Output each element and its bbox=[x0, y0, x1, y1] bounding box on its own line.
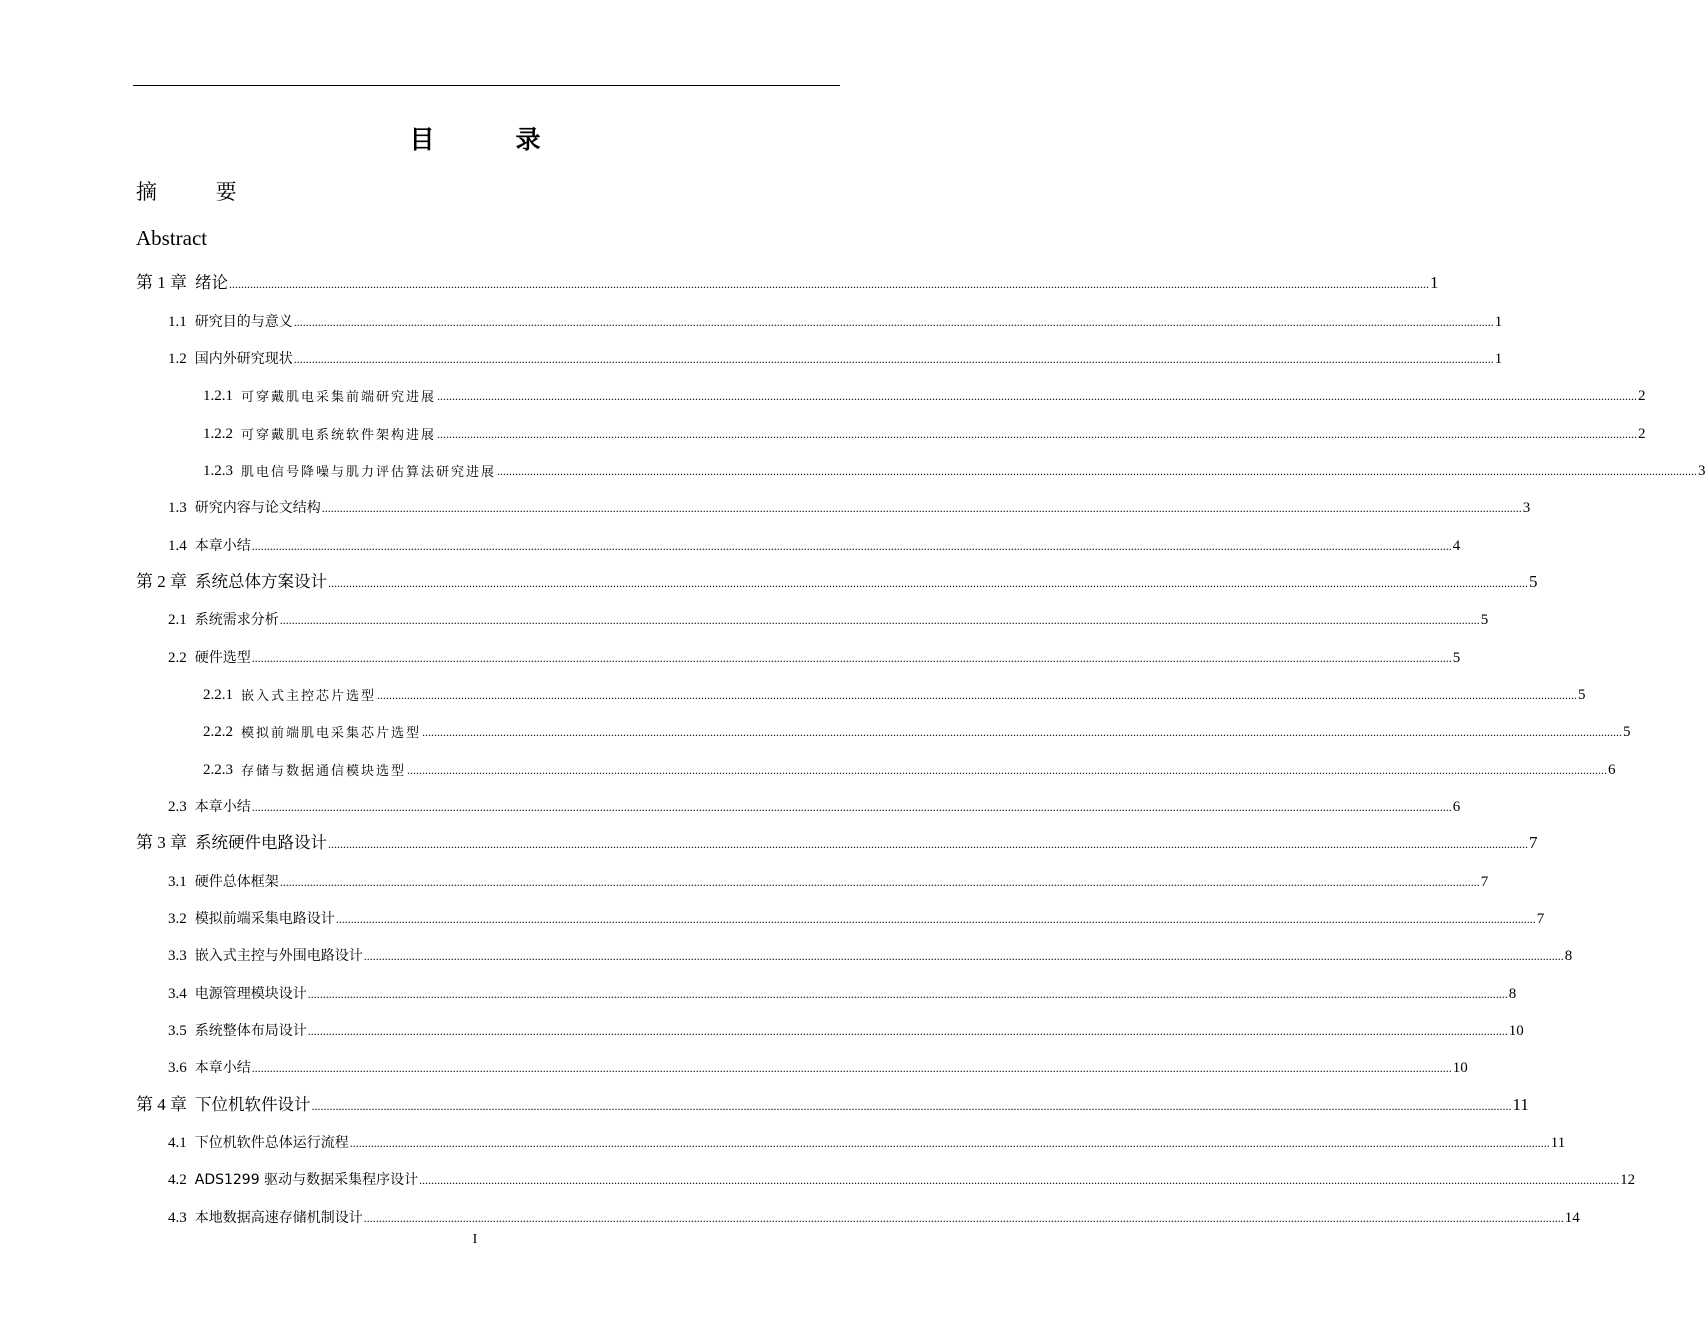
toc-entry-level2[interactable] bbox=[168, 643, 1461, 667]
toc-entry-page: 1 bbox=[1494, 314, 1503, 330]
toc-leader-dots: ................................................................................................................................................................................................................................................................................................................................................................................................................ bbox=[279, 613, 1480, 627]
toc-entry-label bbox=[168, 311, 293, 331]
toc-entry-number: 3.5 bbox=[168, 1023, 187, 1039]
toc-entry-title: 系统需求分析 bbox=[194, 612, 279, 628]
toc-entry-number: 1.2.3 bbox=[203, 463, 233, 479]
toc-entry-level2[interactable] bbox=[168, 867, 1489, 891]
toc-entry-title: 硬件总体框架 bbox=[194, 874, 279, 890]
toc-entry-label bbox=[136, 268, 228, 293]
toc-entry-number: 2.3 bbox=[168, 799, 187, 815]
toc-entry-page: 6 bbox=[1452, 799, 1461, 815]
toc-entry-label bbox=[168, 983, 307, 1003]
toc-entry-page: 1 bbox=[1494, 351, 1503, 367]
toc-entry-level3[interactable] bbox=[203, 456, 1706, 480]
toc-entry-title: 可穿戴肌电系统软件架构进展 bbox=[241, 428, 437, 443]
toc-entry-label bbox=[168, 945, 363, 965]
toc-entry-page: 5 bbox=[1452, 650, 1461, 666]
toc-entry-title: 模拟前端肌电采集芯片选型 bbox=[241, 726, 422, 741]
toc-entry-label bbox=[168, 1057, 251, 1077]
toc-entry-page: 6 bbox=[1608, 762, 1616, 778]
toc-entry-title: 嵌入式主控与外围电路设计 bbox=[194, 948, 363, 964]
toc-entry-level3[interactable] bbox=[203, 419, 1646, 443]
toc-entry-title: 研究目的与意义 bbox=[194, 314, 293, 330]
toc-entry-level2[interactable] bbox=[168, 904, 1545, 928]
toc-leader-dots: ................................................................................................................................................................................................................................................................................................................................................................................................................ bbox=[293, 352, 1494, 366]
toc-entry-number: 2.2.1 bbox=[203, 687, 233, 703]
toc-leader-dots: ................................................................................................................................................................................................................................................................................................................................................................................................................ bbox=[407, 763, 1608, 777]
toc-leader-dots: ................................................................................................................................................................................................................................................................................................................................................................................................................ bbox=[279, 875, 1480, 889]
toc-entry-number: 4.1 bbox=[168, 1135, 187, 1151]
toc-entry-title: 可穿戴肌电采集前端研究进展 bbox=[241, 390, 437, 405]
toc-entry-level3[interactable] bbox=[203, 717, 1631, 741]
toc-entry-label bbox=[203, 424, 436, 443]
toc-entry-level2[interactable] bbox=[168, 307, 1503, 331]
toc-entry-number: 1.2.1 bbox=[203, 388, 233, 404]
toc-entry-number: 1.2.2 bbox=[203, 426, 233, 442]
toc-abstract-en[interactable]: Abstract bbox=[136, 226, 208, 250]
toc-entry-page: 4 bbox=[1452, 538, 1461, 554]
toc-entry-level3[interactable] bbox=[203, 680, 1586, 704]
toc-leader-dots: ................................................................................................................................................................................................................................................................................................................................................................................................................ bbox=[363, 949, 1564, 963]
toc-leader-dots: ................................................................................................................................................................................................................................................................................................................................................................................................................ bbox=[293, 315, 1494, 329]
toc-entry-title: 存储与数据通信模块选型 bbox=[241, 764, 407, 779]
toc-entry-title: 本地数据高速存储机制设计 bbox=[194, 1210, 363, 1226]
toc-leader-dots: ................................................................................................................................................................................................................................................................................................................................................................................................................ bbox=[307, 1024, 1508, 1038]
toc-entry-number: 3.4 bbox=[168, 986, 187, 1002]
toc-entry-level1[interactable] bbox=[136, 568, 1538, 592]
toc-entry-number: 3.2 bbox=[168, 911, 187, 927]
toc-entry-page: 7 bbox=[1480, 874, 1489, 890]
toc-entry-level1[interactable] bbox=[136, 1091, 1529, 1115]
toc-entry-number: 1.2 bbox=[168, 351, 187, 367]
toc-leader-dots: ................................................................................................................................................................................................................................................................................................................................................................................................................ bbox=[377, 688, 1578, 702]
toc-entry-number: 2.2.2 bbox=[203, 724, 233, 740]
toc-entry-label bbox=[203, 685, 376, 704]
toc-entry-label bbox=[136, 828, 327, 853]
toc-entry-title: 本章小结 bbox=[194, 799, 251, 815]
toc-leader-dots: ................................................................................................................................................................................................................................................................................................................................................................................................................ bbox=[349, 1136, 1550, 1150]
toc-leader-dots: ................................................................................................................................................................................................................................................................................................................................................................................................................ bbox=[321, 501, 1522, 515]
toc-leader-dots: ................................................................................................................................................................................................................................................................................................................................................................................................................ bbox=[251, 651, 1452, 665]
toc-entry-page: 14 bbox=[1564, 1210, 1580, 1226]
toc-entry-level2[interactable] bbox=[168, 605, 1489, 629]
toc-entry-number: 3.6 bbox=[168, 1060, 187, 1076]
toc-leader-dots: ................................................................................................................................................................................................................................................................................................................................................................................................................ bbox=[363, 1211, 1564, 1225]
toc-entry-page: 10 bbox=[1508, 1023, 1524, 1039]
toc-entry-label bbox=[168, 871, 279, 891]
header-rule bbox=[133, 85, 840, 86]
toc-entry-label bbox=[168, 609, 279, 629]
toc-entry-level2[interactable] bbox=[168, 531, 1461, 555]
toc-entry-number: 4.3 bbox=[168, 1210, 187, 1226]
toc-entry-label bbox=[168, 1169, 418, 1189]
toc-leader-dots: ................................................................................................................................................................................................................................................................................................................................................................................................................ bbox=[328, 576, 1528, 590]
toc-entry-title: 嵌入式主控芯片选型 bbox=[241, 689, 377, 704]
toc-entry-level2[interactable] bbox=[168, 941, 1573, 965]
toc-entry-page: 8 bbox=[1508, 986, 1517, 1002]
toc-entry-page: 5 bbox=[1480, 612, 1489, 628]
toc-abstract-zh[interactable]: 摘 要 bbox=[136, 180, 263, 204]
toc-entry-label bbox=[203, 386, 436, 405]
toc-entry-label bbox=[203, 461, 496, 480]
toc-entry-page: 5 bbox=[1529, 572, 1538, 591]
toc-leader-dots: ................................................................................................................................................................................................................................................................................................................................................................................................................ bbox=[437, 389, 1638, 403]
toc-entry-number: 2.2.3 bbox=[203, 762, 233, 778]
toc-entry-number: 第 4 章 bbox=[136, 1095, 187, 1114]
toc-entry-label bbox=[168, 647, 251, 667]
toc-entry-label bbox=[136, 567, 327, 592]
toc-entry-page: 11 bbox=[1512, 1095, 1529, 1114]
toc-entry-title: 模拟前端采集电路设计 bbox=[194, 911, 335, 927]
toc-entry-label bbox=[168, 348, 293, 368]
toc-entry-page: 12 bbox=[1620, 1172, 1636, 1188]
toc-entry-level2[interactable] bbox=[168, 493, 1531, 517]
toc-entry-level2[interactable] bbox=[168, 1203, 1580, 1227]
toc-entry-number: 3.3 bbox=[168, 948, 187, 964]
toc-entry-label bbox=[136, 1090, 311, 1115]
toc-entry-label bbox=[203, 760, 406, 779]
toc-entry-page: 11 bbox=[1550, 1135, 1566, 1151]
toc-leader-dots: ................................................................................................................................................................................................................................................................................................................................................................................................................ bbox=[422, 725, 1623, 739]
toc-entry-number: 第 2 章 bbox=[136, 572, 187, 591]
toc-leader-dots: ................................................................................................................................................................................................................................................................................................................................................................................................................ bbox=[251, 800, 1452, 814]
toc-entry-level2[interactable] bbox=[168, 1016, 1524, 1040]
toc-entry-label bbox=[168, 1132, 349, 1152]
toc-entry-title: 系统整体布局设计 bbox=[194, 1023, 307, 1039]
toc-entry-label bbox=[168, 1207, 363, 1227]
toc-entry-level3[interactable] bbox=[203, 381, 1646, 405]
page-number: I bbox=[472, 1232, 478, 1247]
toc-entry-number: 第 1 章 bbox=[136, 273, 187, 292]
toc-entry-page: 7 bbox=[1529, 833, 1538, 852]
toc-leader-dots: ................................................................................................................................................................................................................................................................................................................................................................................................................ bbox=[229, 277, 1429, 291]
toc-entry-title: 绪论 bbox=[195, 273, 228, 292]
toc-entry-title: 本章小结 bbox=[194, 538, 251, 554]
toc-entry-title: ADS1299 驱动与数据采集程序设计 bbox=[194, 1172, 419, 1188]
toc-entry-level2[interactable] bbox=[168, 344, 1503, 368]
toc-entry-level1[interactable] bbox=[136, 829, 1538, 853]
toc-entry-number: 1.1 bbox=[168, 314, 187, 330]
toc-entry-page: 1 bbox=[1430, 273, 1439, 292]
toc-entry-title: 肌电信号降噪与肌力评估算法研究进展 bbox=[241, 465, 497, 480]
toc-entry-title: 研究内容与论文结构 bbox=[194, 500, 321, 516]
toc-title: 目 录 bbox=[409, 125, 569, 154]
toc-leader-dots: ................................................................................................................................................................................................................................................................................................................................................................................................................ bbox=[311, 1099, 1512, 1113]
toc-entry-number: 2.1 bbox=[168, 612, 187, 628]
toc-entry-level2[interactable] bbox=[168, 792, 1461, 816]
toc-entry-page: 3 bbox=[1522, 500, 1531, 516]
toc-leader-dots: ................................................................................................................................................................................................................................................................................................................................................................................................................ bbox=[419, 1173, 1620, 1187]
toc-entry-title: 硬件选型 bbox=[194, 650, 251, 666]
toc-entry-title: 系统硬件电路设计 bbox=[195, 833, 327, 852]
toc-entry-title: 系统总体方案设计 bbox=[195, 572, 327, 591]
toc-entry-title: 下位机软件设计 bbox=[195, 1095, 311, 1114]
toc-entry-number: 4.2 bbox=[168, 1172, 187, 1188]
toc-entry-page: 5 bbox=[1623, 724, 1631, 740]
toc-entry-number: 1.3 bbox=[168, 500, 187, 516]
toc-leader-dots: ................................................................................................................................................................................................................................................................................................................................................................................................................ bbox=[251, 1061, 1452, 1075]
toc-leader-dots: ................................................................................................................................................................................................................................................................................................................................................................................................................ bbox=[251, 539, 1452, 553]
toc-entry-level2[interactable] bbox=[168, 1053, 1468, 1077]
toc-entry-page: 8 bbox=[1564, 948, 1573, 964]
toc-leader-dots: ................................................................................................................................................................................................................................................................................................................................................................................................................ bbox=[437, 427, 1638, 441]
toc-entry-label bbox=[168, 1020, 307, 1040]
toc-entry-title: 下位机软件总体运行流程 bbox=[194, 1135, 349, 1151]
toc-entry-number: 第 3 章 bbox=[136, 833, 187, 852]
toc-entry-number: 2.2 bbox=[168, 650, 187, 666]
toc-leader-dots: ................................................................................................................................................................................................................................................................................................................................................................................................................ bbox=[335, 912, 1536, 926]
toc-entry-title: 电源管理模块设计 bbox=[194, 986, 307, 1002]
toc-entry-level2[interactable] bbox=[168, 1128, 1566, 1152]
toc-entry-label bbox=[168, 535, 251, 555]
toc-entry-page: 2 bbox=[1638, 426, 1646, 442]
toc-leader-dots: ................................................................................................................................................................................................................................................................................................................................................................................................................ bbox=[307, 987, 1508, 1001]
toc-entry-page: 7 bbox=[1536, 911, 1545, 927]
toc-leader-dots: ................................................................................................................................................................................................................................................................................................................................................................................................................ bbox=[497, 464, 1698, 478]
toc-entry-number: 1.4 bbox=[168, 538, 187, 554]
toc-entry-page: 10 bbox=[1452, 1060, 1468, 1076]
toc-entry-level2[interactable] bbox=[168, 979, 1517, 1003]
toc-entry-label bbox=[203, 722, 421, 741]
toc-entry-level1[interactable] bbox=[136, 269, 1439, 293]
toc-entry-label bbox=[168, 796, 251, 816]
toc-entry-label bbox=[168, 908, 335, 928]
toc-entry-level2[interactable] bbox=[168, 1165, 1636, 1189]
toc-entry-label bbox=[168, 497, 321, 517]
toc-entry-page: 2 bbox=[1638, 388, 1646, 404]
toc-entry-title: 本章小结 bbox=[194, 1060, 251, 1076]
toc-entry-page: 3 bbox=[1698, 463, 1706, 479]
toc-leader-dots: ................................................................................................................................................................................................................................................................................................................................................................................................................ bbox=[328, 837, 1528, 851]
toc-entry-number: 3.1 bbox=[168, 874, 187, 890]
toc-entry-level3[interactable] bbox=[203, 755, 1616, 779]
toc-entry-page: 5 bbox=[1578, 687, 1586, 703]
toc-entry-title: 国内外研究现状 bbox=[194, 351, 293, 367]
